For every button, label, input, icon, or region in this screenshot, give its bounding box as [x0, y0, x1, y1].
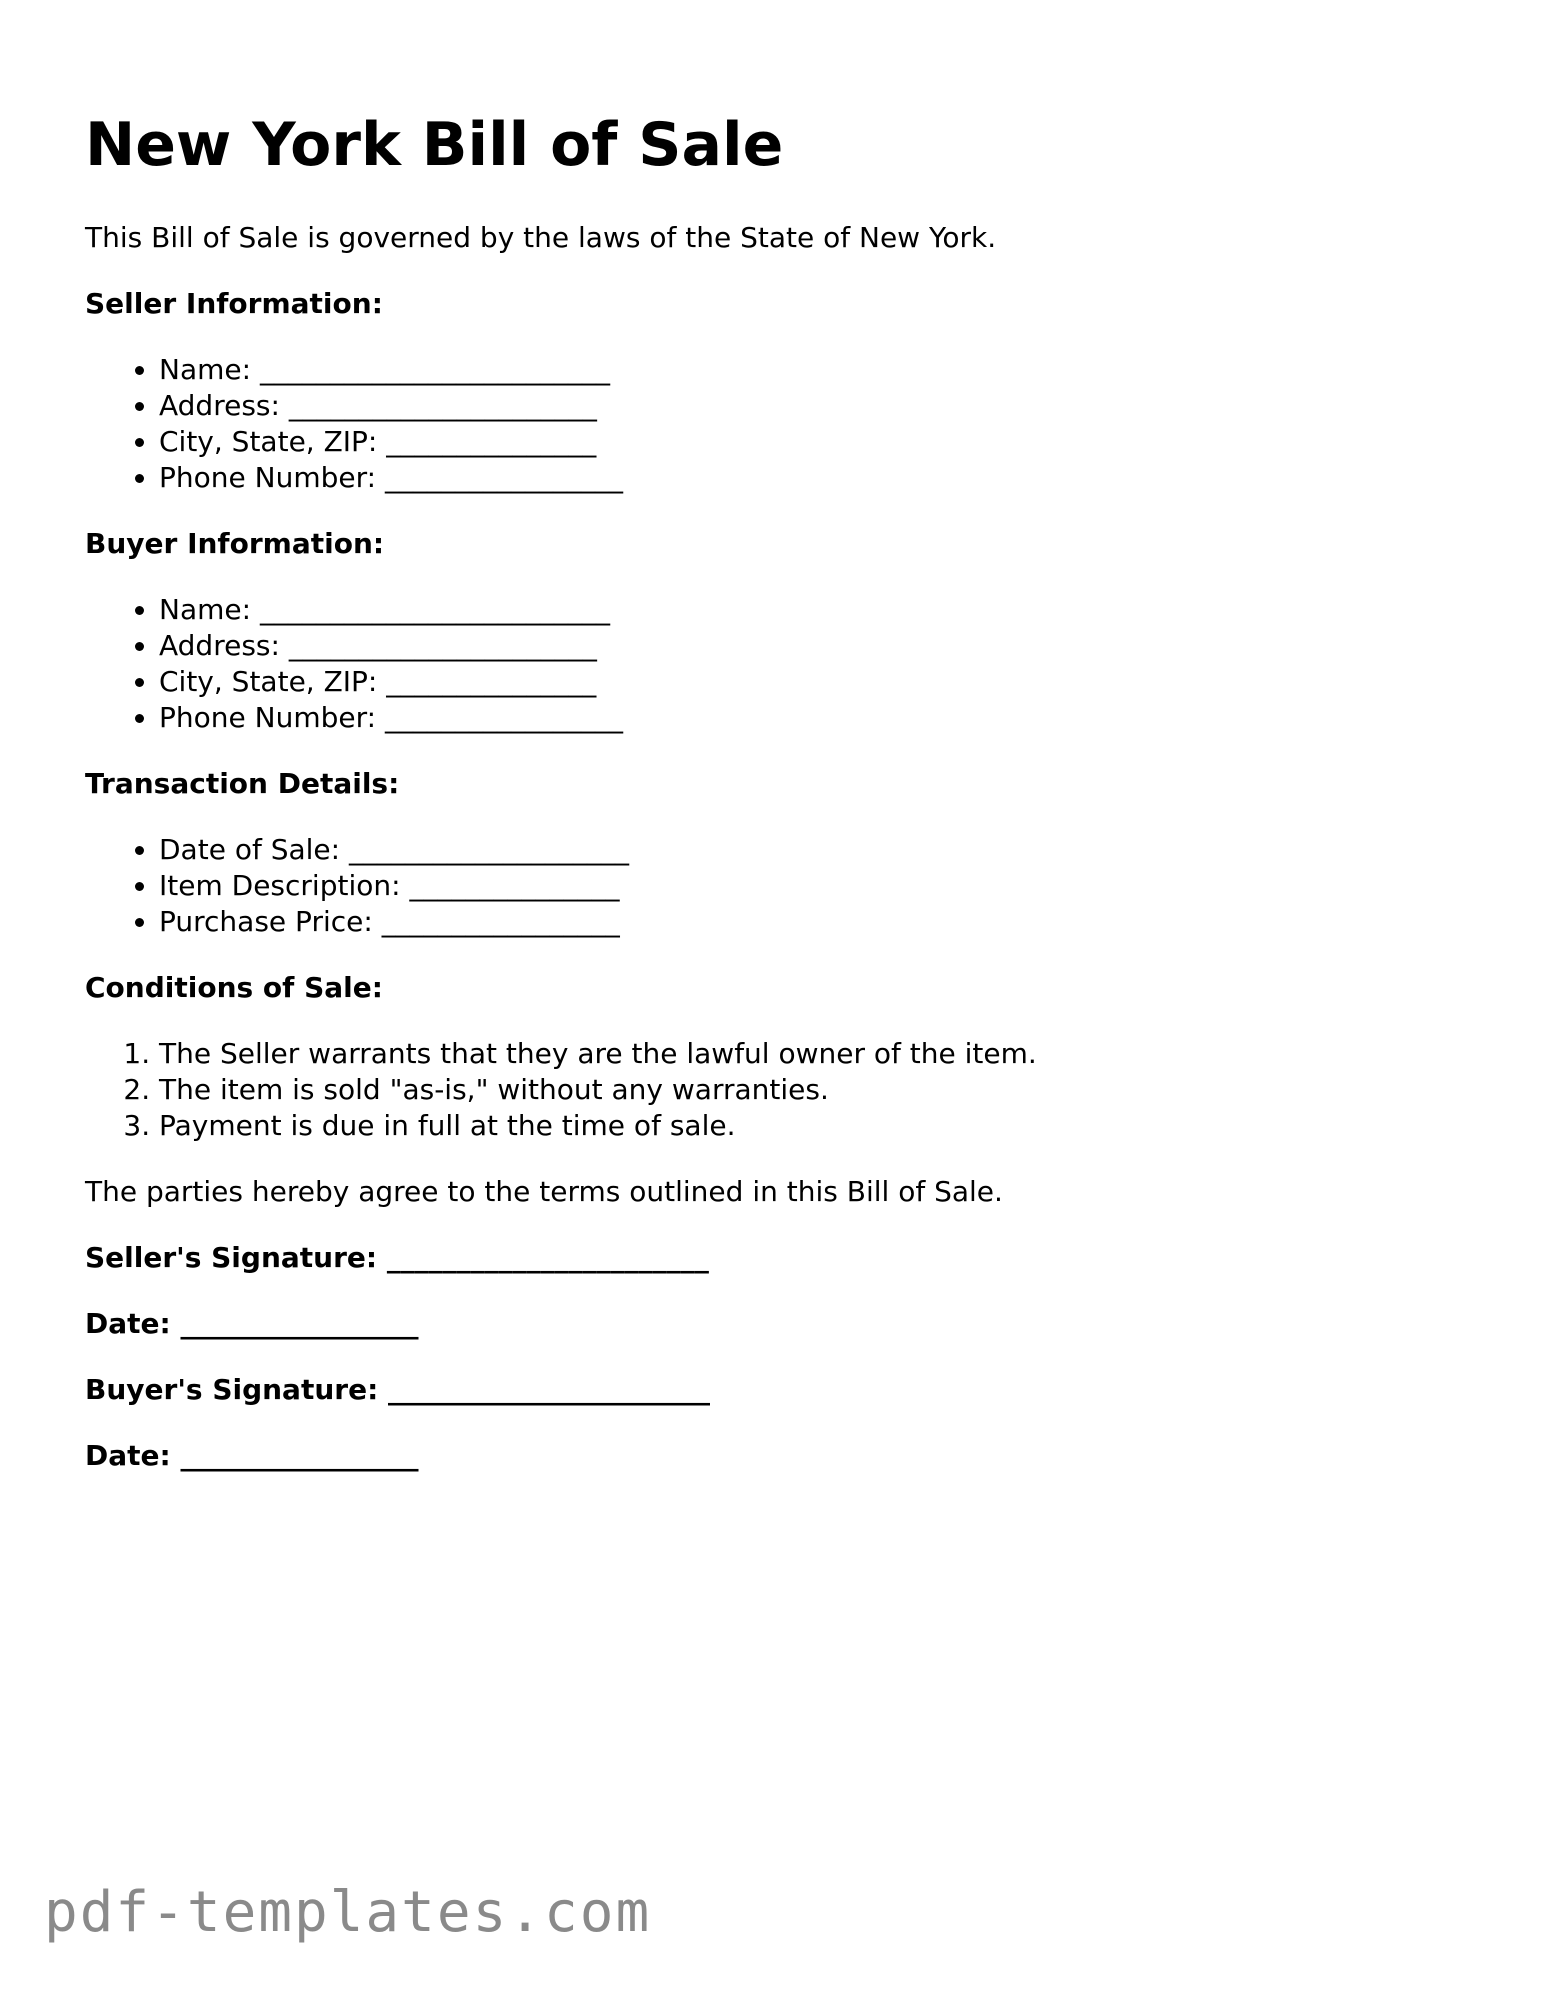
document-page [85, 100, 1465, 1504]
purchase-price-field: • Purchase Price: _________________ [159, 904, 1465, 940]
seller-name-field: • Name: _________________________ [159, 352, 1465, 388]
seller-city-state-zip-field: • City, State, ZIP: _______________ [159, 424, 1465, 460]
buyer-phone-field: • Phone Number: _________________ [159, 700, 1465, 736]
seller-field-list [85, 352, 1465, 496]
seller-signature-line: Seller's Signature: _______________________ [85, 1241, 709, 1274]
intro-text: This Bill of Sale is governed by the laws of the State of New York. [85, 221, 997, 254]
conditions-heading: Conditions of Sale: [85, 971, 383, 1004]
transaction-field-list [85, 832, 1465, 940]
date-of-sale-field: • Date of Sale: ____________________ [159, 832, 1465, 868]
seller-address-field: • Address: ______________________ [159, 388, 1465, 424]
buyer-date-line: Date: _________________ [85, 1439, 419, 1472]
buyer-address-field: • Address: ______________________ [159, 628, 1465, 664]
seller-date-line: Date: _________________ [85, 1307, 419, 1340]
agreement-text: The parties hereby agree to the terms outlined in this Bill of Sale. [85, 1175, 1003, 1208]
condition-item: 2. The item is sold "as-is," without any warranties. [159, 1072, 1465, 1108]
item-description-field: • Item Description: _______________ [159, 868, 1465, 904]
document-title: New York Bill of Sale [85, 110, 784, 180]
seller-heading: Seller Information: [85, 287, 383, 320]
buyer-city-state-zip-field: • City, State, ZIP: _______________ [159, 664, 1465, 700]
buyer-name-field: • Name: _________________________ [159, 592, 1465, 628]
buyer-signature-line: Buyer's Signature: _______________________ [85, 1373, 711, 1406]
seller-phone-field: • Phone Number: _________________ [159, 460, 1465, 496]
watermark-text: pdf-templates.com [44, 1880, 652, 1945]
buyer-heading: Buyer Information: [85, 527, 385, 560]
condition-item: 1. The Seller warrants that they are the lawful owner of the item. [159, 1036, 1465, 1072]
buyer-field-list [85, 592, 1465, 736]
conditions-list [85, 1036, 1465, 1144]
condition-item: 3. Payment is due in full at the time of sale. [159, 1108, 1465, 1144]
transaction-heading: Transaction Details: [85, 767, 400, 800]
